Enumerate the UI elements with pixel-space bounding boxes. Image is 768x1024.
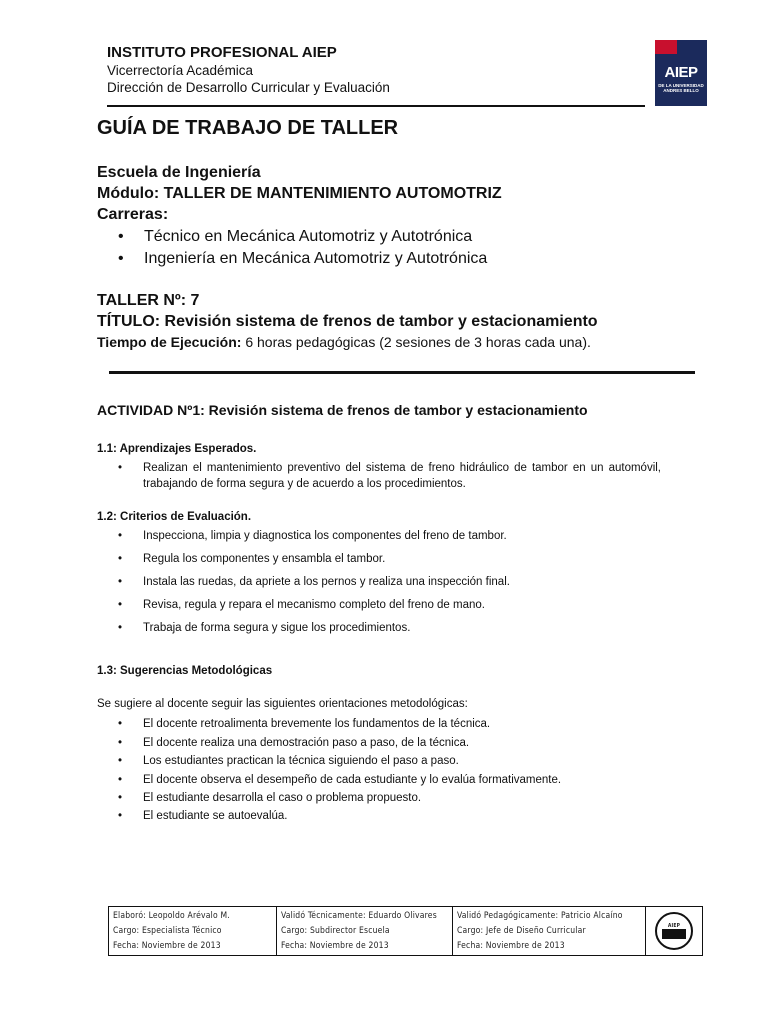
footer-elaboro: Elaboró: Leopoldo Arévalo M. Cargo: Especialista Técnico Fecha: Noviembre de 2013 bbox=[109, 907, 277, 955]
aiep-seal-icon: AIEP bbox=[655, 912, 693, 950]
list-item: • Inspecciona, limpia y diagnostica los componentes del freno de tambor. bbox=[118, 530, 507, 542]
logo-subtext: DE LA UNIVERSIDAD ANDRES BELLO bbox=[658, 82, 704, 93]
list-item: • Los estudiantes practican la técnica siguiendo el paso a paso. bbox=[118, 755, 459, 767]
taller-title: TÍTULO: Revisión sistema de frenos de tambor y estacionamiento bbox=[97, 313, 598, 330]
document-title: GUÍA DE TRABAJO DE TALLER bbox=[97, 117, 399, 139]
vicerrectoria-line: Vicerrectoría Académica bbox=[107, 63, 254, 78]
career-item: • Técnico en Mecánica Automotriz y Autotrónica bbox=[118, 228, 473, 245]
list-item: • Regula los componentes y ensambla el tambor. bbox=[118, 553, 386, 565]
direccion-line: Dirección de Desarrollo Curricular y Evaluación bbox=[107, 80, 390, 95]
list-item: • El docente realiza una demostración paso a paso, de la técnica. bbox=[118, 737, 470, 749]
list-item: • El estudiante se autoevalúa. bbox=[118, 810, 288, 822]
institution-name: INSTITUTO PROFESIONAL AIEP bbox=[107, 44, 337, 61]
execution-time: Tiempo de Ejecución: 6 horas pedagógicas (2 sesiones de 3 horas cada una). bbox=[97, 334, 591, 350]
career-item: • Ingeniería en Mecánica Automotriz y Autotrónica bbox=[118, 250, 488, 267]
list-item: • Realizan el mantenimiento preventivo del sistema de freno hidráulico de tambor en un automóvil, trabajando de forma segura y de acuerdo a los procedimientos. bbox=[118, 462, 661, 490]
logo-text: AIEP bbox=[664, 63, 698, 81]
section-1-2-title: 1.2: Criterios de Evaluación. bbox=[97, 511, 252, 523]
section-1-3-intro: Se sugiere al docente seguir las siguientes orientaciones metodológicas: bbox=[97, 698, 468, 710]
list-item: • El docente observa el desempeño de cada estudiante y lo evalúa formativamente. bbox=[118, 774, 562, 786]
footer-seal-cell bbox=[646, 907, 702, 955]
taller-number: TALLER Nº: 7 bbox=[97, 292, 200, 309]
list-item: • Trabaja de forma segura y sigue los procedimientos. bbox=[118, 622, 411, 634]
activity-title: ACTIVIDAD Nº1: Revisión sistema de frenos de tambor y estacionamiento bbox=[97, 402, 588, 418]
section-rule bbox=[109, 371, 695, 374]
careers-label: Carreras: bbox=[97, 206, 169, 223]
module-name: Módulo: TALLER DE MANTENIMIENTO AUTOMOTRIZ bbox=[97, 185, 502, 202]
logo-accent bbox=[655, 40, 677, 54]
list-item: • Revisa, regula y repara el mecanismo completo del freno de mano. bbox=[118, 599, 485, 611]
list-item: • El estudiante desarrolla el caso o problema propuesto. bbox=[118, 792, 422, 804]
aiep-logo bbox=[655, 40, 707, 106]
approval-footer bbox=[108, 906, 703, 956]
section-1-1-title: 1.1: Aprendizajes Esperados. bbox=[97, 443, 257, 455]
footer-valido-tecnico: Validó Técnicamente: Eduardo Olivares Cargo: Subdirector Escuela Fecha: Noviembre de 2013 bbox=[277, 907, 453, 955]
section-1-3-title: 1.3: Sugerencias Metodológicas bbox=[97, 665, 273, 677]
school-name: Escuela de Ingeniería bbox=[97, 164, 261, 181]
footer-valido-pedagogico: Validó Pedagógicamente: Patricio Alcaíno Cargo: Jefe de Diseño Curricular Fecha: Noviembre de 2013 bbox=[453, 907, 646, 955]
header-rule bbox=[107, 105, 645, 107]
list-item: • El docente retroalimenta brevemente los fundamentos de la técnica. bbox=[118, 718, 491, 730]
list-item: • Instala las ruedas, da apriete a los pernos y realiza una inspección final. bbox=[118, 576, 510, 588]
